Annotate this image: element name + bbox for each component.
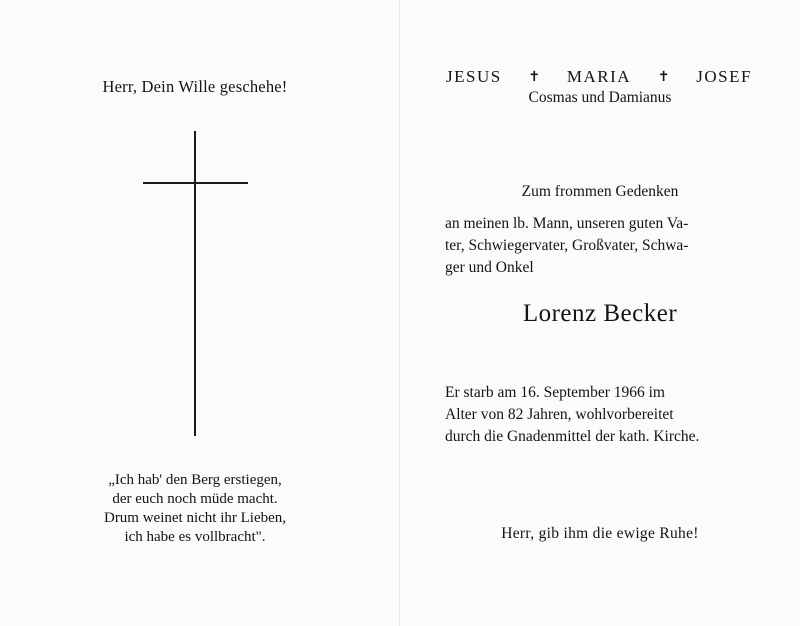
poem-line: ich habe es vollbracht". xyxy=(124,529,266,545)
header xyxy=(440,67,760,107)
poem-line: Drum weinet nicht ihr Lieben, xyxy=(103,510,287,526)
jesus-label: JESUS xyxy=(446,67,502,86)
cross-icon-bar xyxy=(143,182,248,184)
poem xyxy=(60,471,330,547)
cross-icon xyxy=(194,131,196,436)
closing-prayer: Herr, gib ihm die ewige Ruhe! xyxy=(501,525,699,542)
small-cross-icon: ✝ xyxy=(528,69,541,85)
dedication xyxy=(445,213,757,279)
deceased-name: Lorenz Becker xyxy=(522,300,678,327)
maria-label: MARIA xyxy=(566,67,632,86)
death-line: Alter von 82 Jahren, wohlvorbereitet xyxy=(445,406,674,423)
dedication-line: an meinen lb. Mann, unseren guten Va- xyxy=(445,215,689,232)
dedication-line: ter, Schwiegervater, Großvater, Schwa- xyxy=(445,237,689,254)
motto: Herr, Dein Wille geschehe! xyxy=(102,77,288,96)
trinity-line xyxy=(440,67,760,87)
card-fold xyxy=(399,0,400,626)
small-cross-icon: ✝ xyxy=(657,69,670,85)
death-notice xyxy=(445,382,757,448)
gedenken-heading: Zum frommen Gedenken xyxy=(521,183,679,200)
dedication-line: ger und Onkel xyxy=(445,259,534,276)
poem-line: „Ich hab' den Berg erstiegen, xyxy=(108,472,282,488)
death-line: durch die Gnadenmittel der kath. Kirche. xyxy=(445,428,700,445)
subtitle: Cosmas und Damianus xyxy=(528,89,672,106)
death-line: Er starb am 16. September 1966 im xyxy=(445,384,665,401)
josef-label: JOSEF xyxy=(696,67,752,86)
poem-line: der euch noch müde macht. xyxy=(112,491,278,507)
